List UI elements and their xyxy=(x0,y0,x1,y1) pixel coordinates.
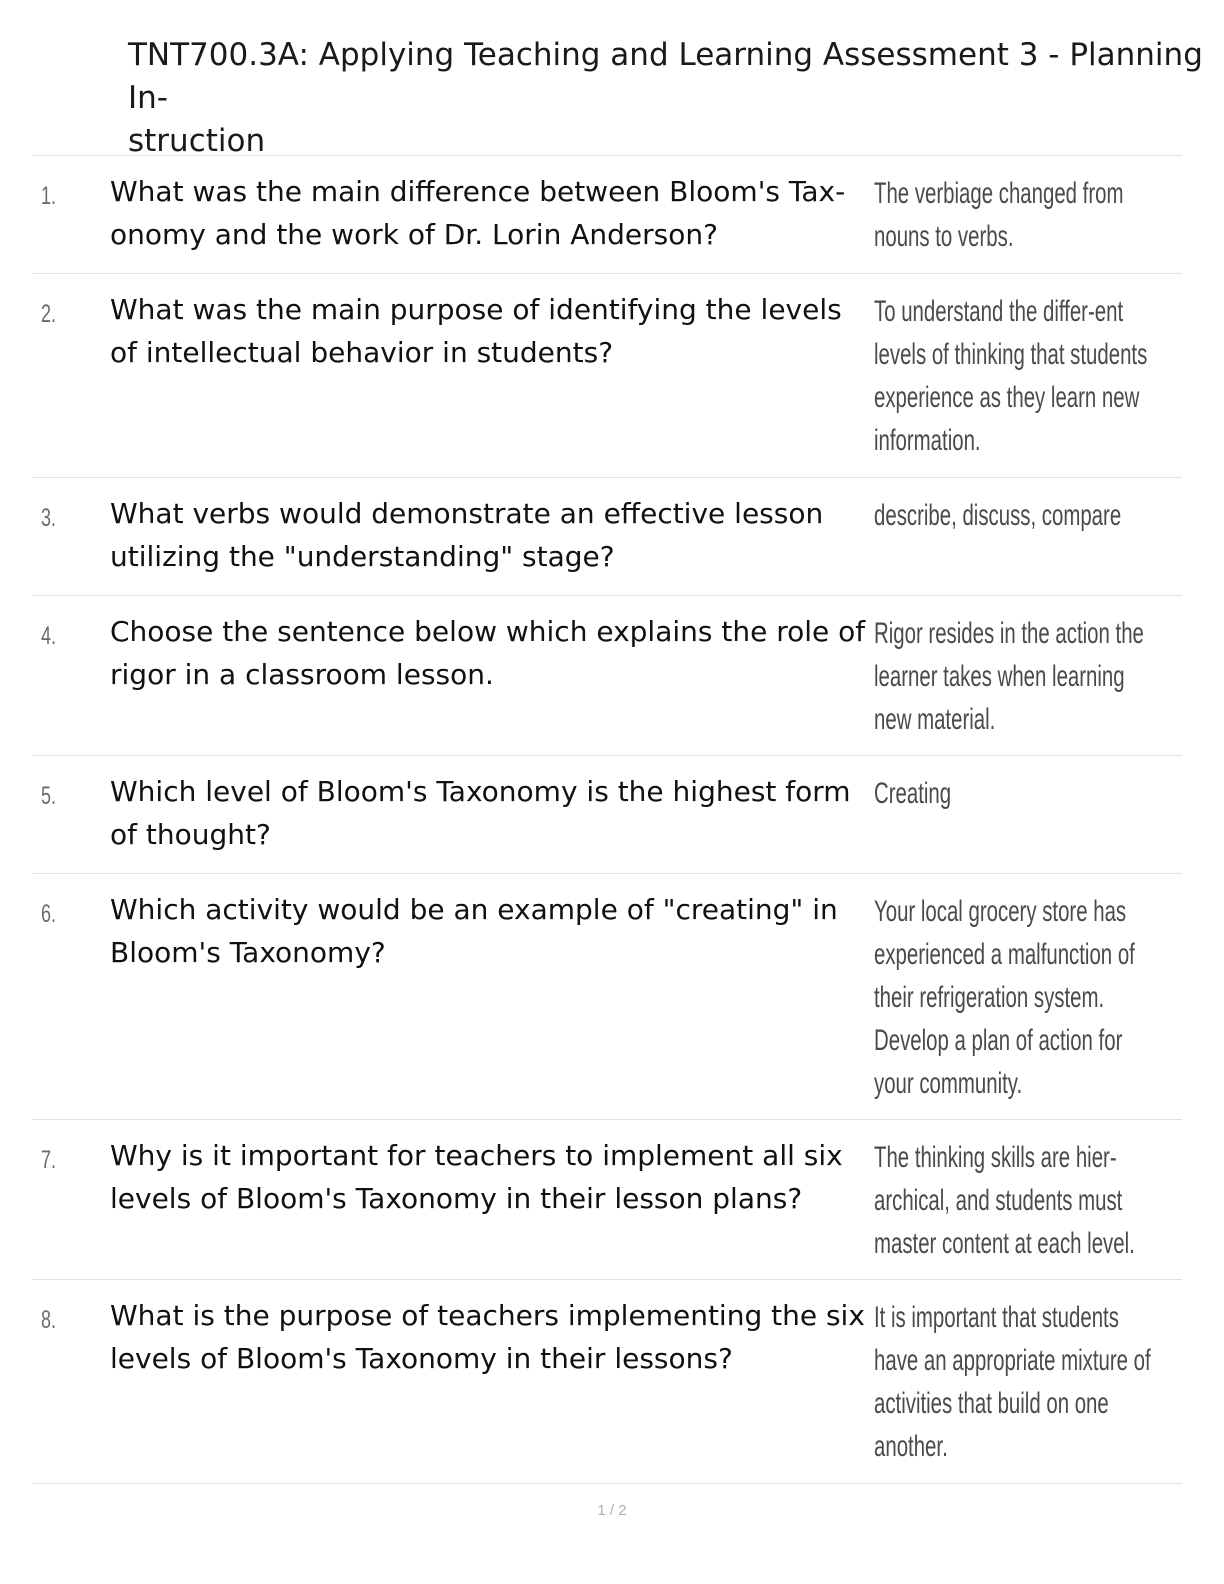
question-row-1 xyxy=(32,156,1182,274)
answer-text: To understand the differ-ent levels of thinking that students experience as they learn new information. xyxy=(874,295,1148,457)
question-number: 5. xyxy=(41,782,57,810)
question-row-2 xyxy=(32,274,1182,478)
question-text: Which activity would be an example of "creating" in Bloom's Taxonomy? xyxy=(110,893,838,969)
question-number: 2. xyxy=(41,300,57,328)
page-title-line-1: TNT700.3A: Applying Teaching and Learning Assessment 3 - Planning In- xyxy=(128,37,1203,116)
question-row-3 xyxy=(32,478,1182,596)
question-list xyxy=(32,155,1182,1484)
question-text: What was the main difference between Bloom's Tax-onomy and the work of Dr. Lorin Anderson? xyxy=(110,175,846,251)
answer-text: Rigor resides in the action the learner takes when learning new material. xyxy=(874,617,1144,736)
question-row-4 xyxy=(32,596,1182,756)
page-title xyxy=(128,34,1208,163)
answer-text: Your local grocery store has experienced a malfunction of their refrigeration system. Develop a plan of action for your community. xyxy=(874,895,1135,1100)
question-text: Which level of Bloom's Taxonomy is the highest form of thought? xyxy=(110,775,851,851)
answer-text: The verbiage changed from nouns to verbs. xyxy=(874,177,1124,253)
question-row-8 xyxy=(32,1280,1182,1484)
question-number: 3. xyxy=(41,504,57,532)
question-text: Choose the sentence below which explains the role of rigor in a classroom lesson. xyxy=(110,615,866,691)
question-number: 6. xyxy=(41,900,57,928)
question-number: 1. xyxy=(41,182,57,210)
question-row-5 xyxy=(32,756,1182,874)
answer-text: The thinking skills are hier-archical, and students must master content at each level. xyxy=(874,1141,1135,1260)
question-row-7 xyxy=(32,1120,1182,1280)
question-number: 4. xyxy=(41,622,57,650)
answer-text: describe, discuss, compare xyxy=(874,499,1122,532)
answer-text: Creating xyxy=(874,777,952,810)
question-text: What verbs would demonstrate an effective lesson utilizing the "understanding" stage? xyxy=(110,497,824,573)
question-number: 8. xyxy=(41,1306,57,1334)
answer-text: It is important that students have an appropriate mixture of activities that build on one another. xyxy=(874,1301,1151,1463)
question-text: What was the main purpose of identifying the levels of intellectual behavior in students? xyxy=(110,293,842,369)
question-row-6 xyxy=(32,874,1182,1120)
page-title-line-2: struction xyxy=(128,123,266,159)
page-number: 1 / 2 xyxy=(597,1502,627,1519)
question-text: Why is it important for teachers to implement all six levels of Bloom's Taxonomy in their lesson plans? xyxy=(110,1139,843,1215)
question-number: 7. xyxy=(41,1146,57,1174)
question-text: What is the purpose of teachers implementing the six levels of Bloom's Taxonomy in their lessons? xyxy=(110,1299,865,1375)
